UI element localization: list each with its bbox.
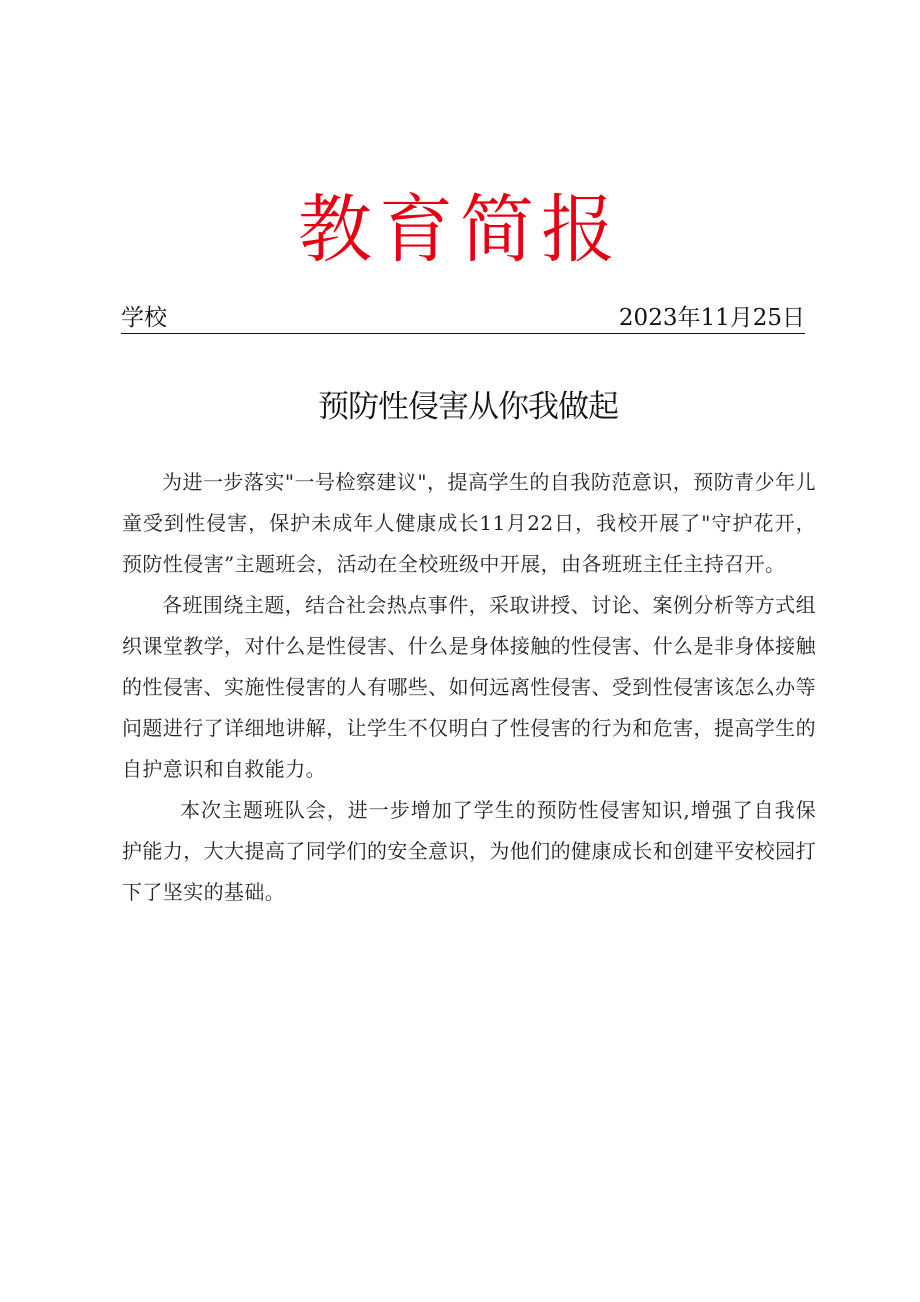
article-body: [122, 462, 816, 913]
article-paragraph-2: 各班围绕主题，结合社会热点事件，采取讲授、讨论、案例分析等方式组织课堂教学，对什么是性侵害、什么是身体接触的性侵害、什么是非身体接触的性侵害、实施性侵害的人有哪些、如何远离性侵害、受到性侵害该怎么办等问题进行了详细地讲解，让学生不仅明白了性侵害的行为和危害，提高学生的自护意识和自救能力。: [122, 593, 816, 781]
school-label: 学校: [121, 305, 167, 331]
meta-row: [121, 303, 805, 334]
article-paragraph-3: 本次主题班队会，进一步增加了学生的预防性侵害知识,增强了自我保护能力，大大提高了同学们的安全意识，为他们的健康成长和创建平安校园打下了坚实的基础。: [122, 798, 816, 904]
masthead-title: 教育简报: [298, 187, 622, 273]
issue-date: 2023年11月25日: [618, 305, 805, 331]
article-paragraph-1: 为进一步落实"一号检察建议"，提高学生的自我防范意识，预防青少年儿童受到性侵害，保护未成年人健康成长11月22日，我校开展了"守护花开，预防性侵害”主题班会，活动在全校班级中开展，由各班班主任主持召开。: [122, 470, 816, 576]
article-headline: 预防性侵害从你我做起: [318, 389, 618, 425]
